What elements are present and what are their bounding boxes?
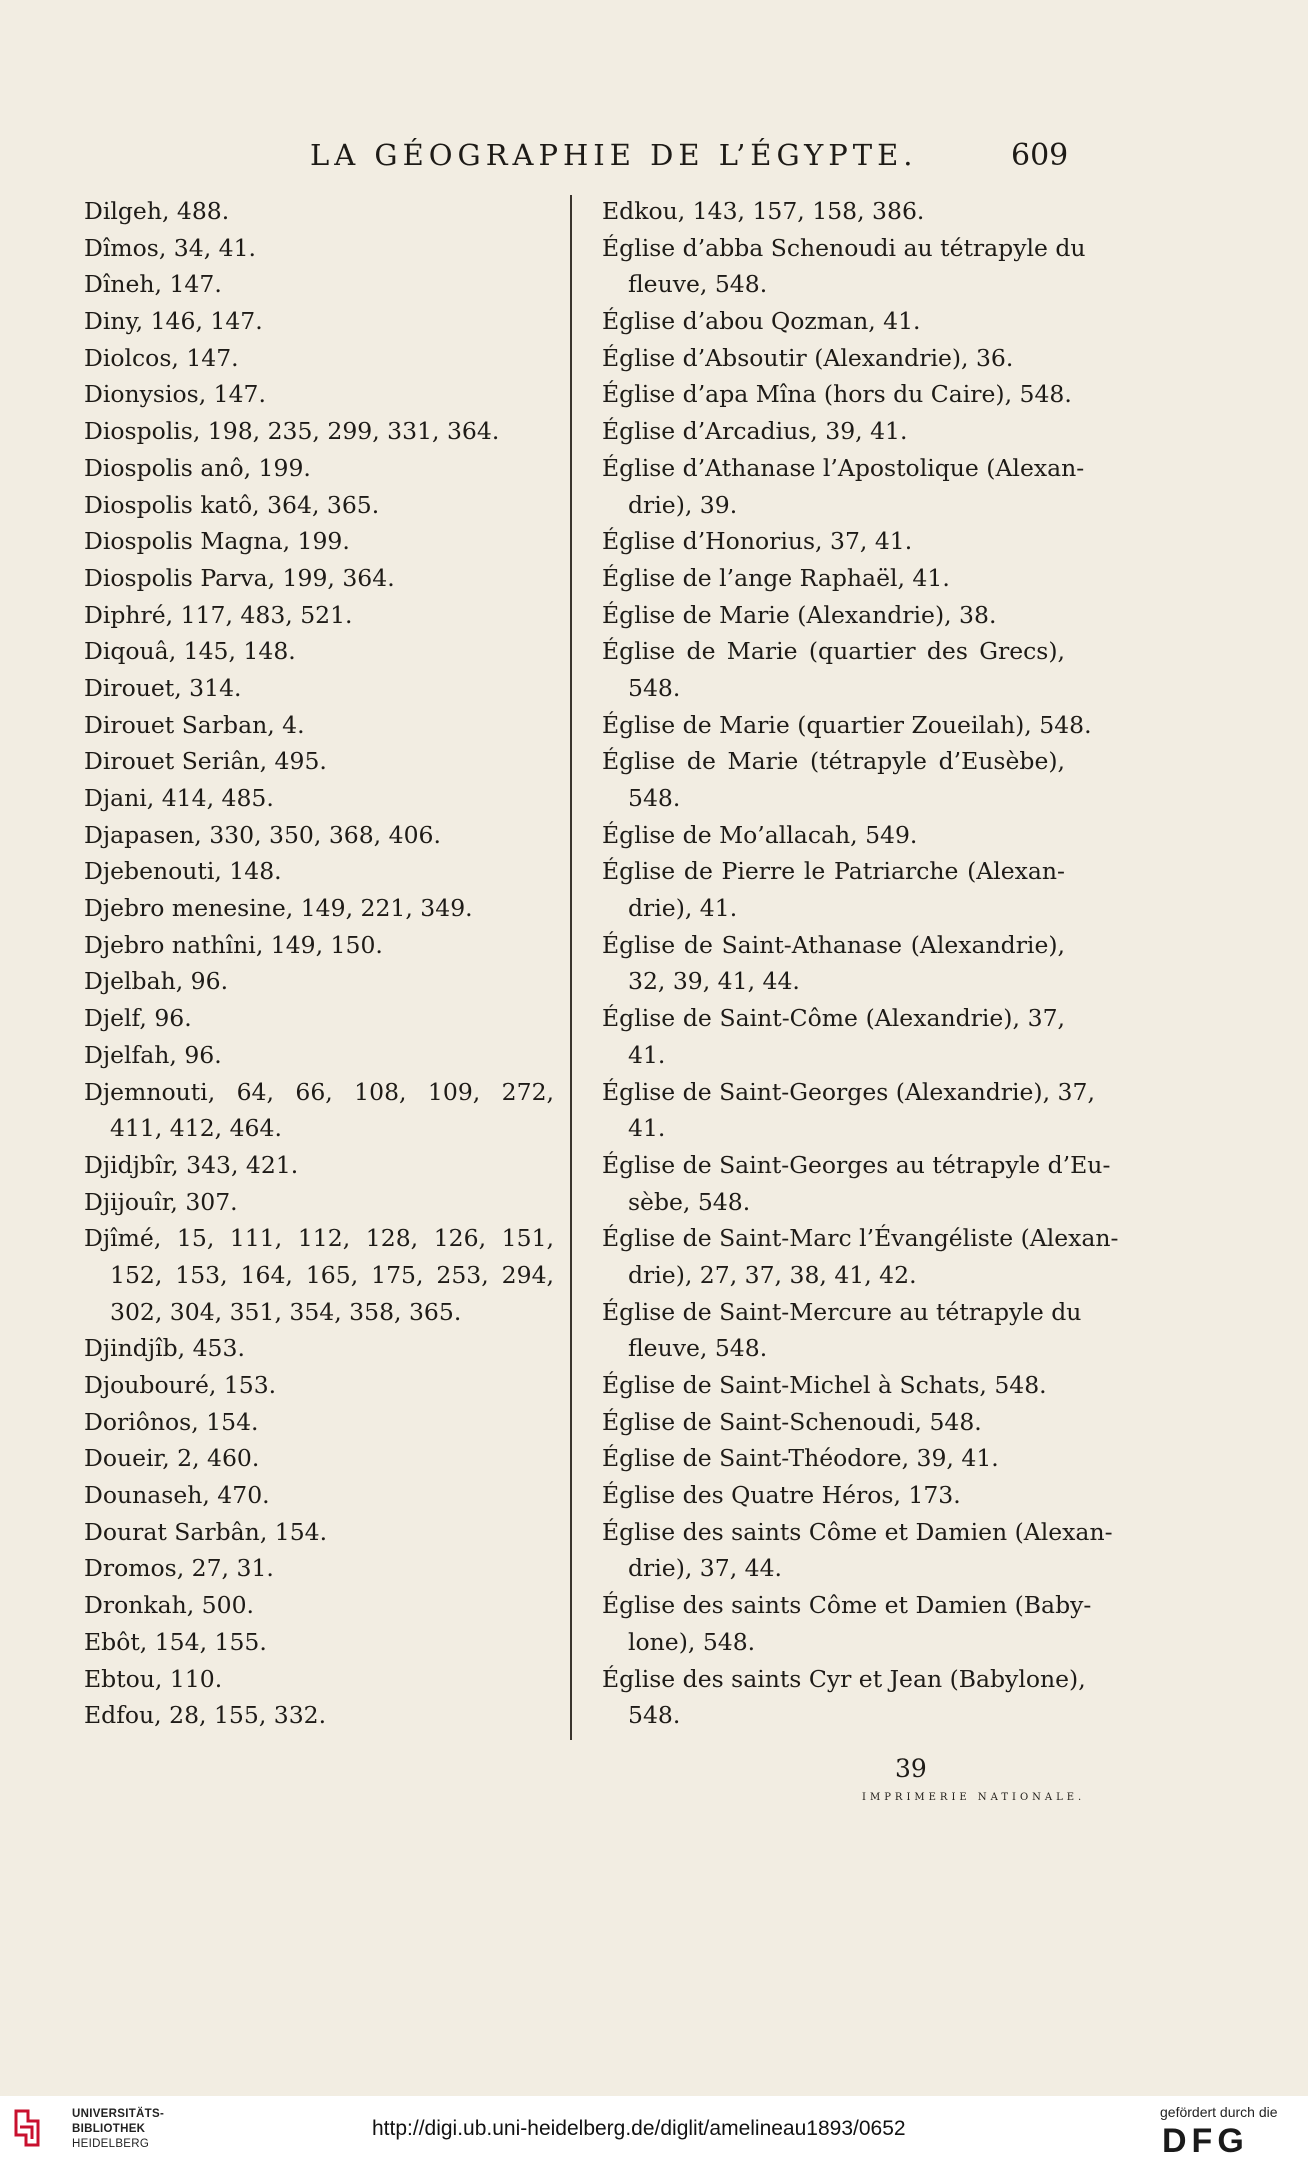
index-entry-line: Église de Pierre le Patriarche (Alexan- — [602, 857, 1065, 886]
index-entry-line: fleuve, 548. — [628, 270, 768, 299]
index-entry-line: Diolcos, 147. — [84, 343, 239, 372]
index-entry-line: 548. — [628, 1701, 681, 1730]
index-column-right — [602, 193, 1119, 1734]
index-entry-line: Djelbah, 96. — [84, 967, 229, 996]
index-entry-line: Diqouâ, 145, 148. — [84, 637, 296, 666]
index-entry-line: Djelfah, 96. — [84, 1040, 222, 1069]
index-entry-line: Église des Quatre Héros, 173. — [602, 1481, 961, 1510]
signature-mark: 39 — [895, 1754, 927, 1783]
index-entry-line: Doriônos, 154. — [84, 1407, 259, 1436]
index-entry-line: Église d’Absoutir (Alexandrie), 36. — [602, 343, 1014, 372]
funding-note: gefördert durch die — [1160, 2104, 1278, 2120]
index-entry-line: drie), 27, 37, 38, 41, 42. — [628, 1260, 917, 1289]
library-name-line2: BIBLIOTHEK — [72, 2123, 146, 2135]
index-entry-line: Dirouet Seriân, 495. — [84, 747, 327, 776]
index-entry-line: drie), 37, 44. — [628, 1554, 783, 1583]
index-entry-line: Djîmé, 15, 111, 112, 128, 126, 151, — [84, 1224, 554, 1253]
index-entry-line: 152, 153, 164, 165, 175, 253, 294, — [110, 1260, 554, 1289]
index-entry-line: Église de Saint-Georges au tétrapyle d’Eu- — [602, 1150, 1111, 1179]
index-entry-line: Église de Saint-Théodore, 39, 41. — [602, 1444, 999, 1473]
dfg-logo: DFG — [1162, 2122, 1249, 2160]
index-entry-line: Djemnouti, 64, 66, 108, 109, 272, — [84, 1077, 554, 1106]
university-seal-icon — [12, 2107, 46, 2149]
running-header: LA GÉOGRAPHIE DE L’ÉGYPTE. — [310, 138, 918, 172]
index-entry-line: Dilgeh, 488. — [84, 197, 230, 225]
index-entry-line: fleuve, 548. — [628, 1334, 768, 1363]
index-entry-line: Diospolis Magna, 199. — [84, 527, 350, 556]
index-entry-line: Djelf, 96. — [84, 1004, 192, 1033]
index-entry-line: 41. — [628, 1114, 666, 1143]
index-entry-line: 32, 39, 41, 44. — [628, 967, 800, 996]
index-entry-line: Dirouet, 314. — [84, 673, 242, 702]
index-entry-line: Djebenouti, 148. — [84, 857, 282, 886]
index-entry-line: Église de Saint-Athanase (Alexandrie), — [602, 930, 1065, 959]
index-entry-line: 302, 304, 351, 354, 358, 365. — [110, 1297, 462, 1326]
index-entry-line: Église de l’ange Raphaël, 41. — [602, 563, 950, 592]
index-entry-line: Djoubouré, 153. — [84, 1371, 277, 1399]
index-entry-line: Dounaseh, 470. — [84, 1481, 270, 1510]
index-entry-line: Église d’apa Mîna (hors du Caire), 548. — [602, 380, 1072, 409]
index-entry-line: Église des saints Côme et Damien (Alexan- — [602, 1517, 1113, 1546]
index-entry-line: Ebôt, 154, 155. — [84, 1627, 267, 1656]
index-entry-line: Edkou, 143, 157, 158, 386. — [602, 197, 925, 225]
index-entry-line: Église de Marie (quartier Zoueilah), 548. — [602, 710, 1092, 739]
imprint-line: IMPRIMERIE NATIONALE. — [862, 1792, 1086, 1803]
index-entry-line: Église de Saint-Schenoudi, 548. — [602, 1407, 982, 1436]
index-entry-line: Doueir, 2, 460. — [84, 1444, 260, 1473]
viewer-footer — [0, 2096, 1308, 2161]
index-entry-line: Djijouîr, 307. — [84, 1187, 238, 1216]
column-divider — [570, 195, 572, 1740]
index-entry-line: Djebro menesine, 149, 221, 349. — [84, 894, 473, 923]
index-entry-line: Dronkah, 500. — [84, 1591, 255, 1620]
library-name-line1: UNIVERSITÄTS- — [72, 2108, 165, 2120]
index-entry-line: Diospolis anô, 199. — [84, 453, 311, 482]
index-entry-line: Église de Saint-Marc l’Évangéliste (Alexan- — [602, 1224, 1119, 1253]
index-entry-line: sèbe, 548. — [628, 1187, 751, 1216]
index-entry-line: Ebtou, 110. — [84, 1664, 223, 1693]
index-entry-line: drie), 41. — [628, 894, 738, 923]
index-entry-line: Église d’Athanase l’Apostolique (Alexan- — [602, 453, 1085, 482]
index-entry-line: Edfou, 28, 155, 332. — [84, 1701, 327, 1730]
index-entry-line: Église d’Arcadius, 39, 41. — [602, 417, 908, 446]
index-entry-line: Diphré, 117, 483, 521. — [84, 600, 353, 629]
index-entry-line: Dîmos, 34, 41. — [84, 233, 257, 262]
index-entry-line: Église de Saint-Michel à Schats, 548. — [602, 1371, 1047, 1399]
index-entry-line: Église de Marie (Alexandrie), 38. — [602, 600, 997, 629]
index-entry-line: Église de Marie (tétrapyle d’Eusèbe), — [602, 747, 1065, 776]
index-entry-line: Djebro nathîni, 149, 150. — [84, 930, 383, 959]
index-entry-line: Djapasen, 330, 350, 368, 406. — [84, 820, 441, 849]
index-entry-line: 411, 412, 464. — [110, 1114, 282, 1143]
index-entry-line: Dîneh, 147. — [84, 270, 222, 299]
index-entry-line: 548. — [628, 784, 681, 812]
index-entry-line: Église d’abba Schenoudi au tétrapyle du — [602, 233, 1086, 262]
permalink-url[interactable]: http://digi.ub.uni-heidelberg.de/diglit/amelineau1893/0652 — [372, 2117, 906, 2140]
index-entry-line: Djindjîb, 453. — [84, 1334, 245, 1363]
index-entry-line: 41. — [628, 1040, 666, 1069]
index-entry-line: Dirouet Sarban, 4. — [84, 710, 305, 739]
index-entry-line: 548. — [628, 673, 681, 702]
index-entry-line: Dionysios, 147. — [84, 380, 266, 409]
index-entry-line: Église d’abou Qozman, 41. — [602, 307, 921, 336]
index-entry-line: Église de Saint-Mercure au tétrapyle du — [602, 1297, 1082, 1326]
index-entry-line: Église de Saint-Georges (Alexandrie), 37, — [602, 1077, 1095, 1106]
index-entry-line: Dromos, 27, 31. — [84, 1554, 274, 1583]
index-entry-line: Église des saints Côme et Damien (Baby- — [602, 1591, 1092, 1620]
library-name-line3: HEIDELBERG — [72, 2138, 150, 2150]
index-entry-line: drie), 39. — [628, 490, 738, 519]
index-entry-line: Djani, 414, 485. — [84, 784, 274, 812]
index-entry-line: Diny, 146, 147. — [84, 307, 263, 336]
index-column-left — [84, 193, 554, 1734]
index-entry-line: Église d’Honorius, 37, 41. — [602, 527, 913, 556]
index-entry-line: Diospolis Parva, 199, 364. — [84, 563, 395, 592]
page-number: 609 — [1011, 138, 1069, 173]
index-entry-line: Djidjbîr, 343, 421. — [84, 1150, 299, 1179]
index-entry-line: Diospolis, 198, 235, 299, 331, 364. — [84, 417, 500, 446]
index-entry-line: Église de Marie (quartier des Grecs), — [602, 637, 1065, 666]
index-entry-line: Église des saints Cyr et Jean (Babylone), — [602, 1664, 1086, 1693]
index-entry-line: Église de Mo’allacah, 549. — [602, 820, 918, 849]
index-entry-line: lone), 548. — [628, 1627, 756, 1656]
index-entry-line: Église de Saint-Côme (Alexandrie), 37, — [602, 1004, 1065, 1033]
index-entry-line: Diospolis katô, 364, 365. — [84, 490, 380, 519]
index-entry-line: Dourat Sarbân, 154. — [84, 1517, 328, 1546]
